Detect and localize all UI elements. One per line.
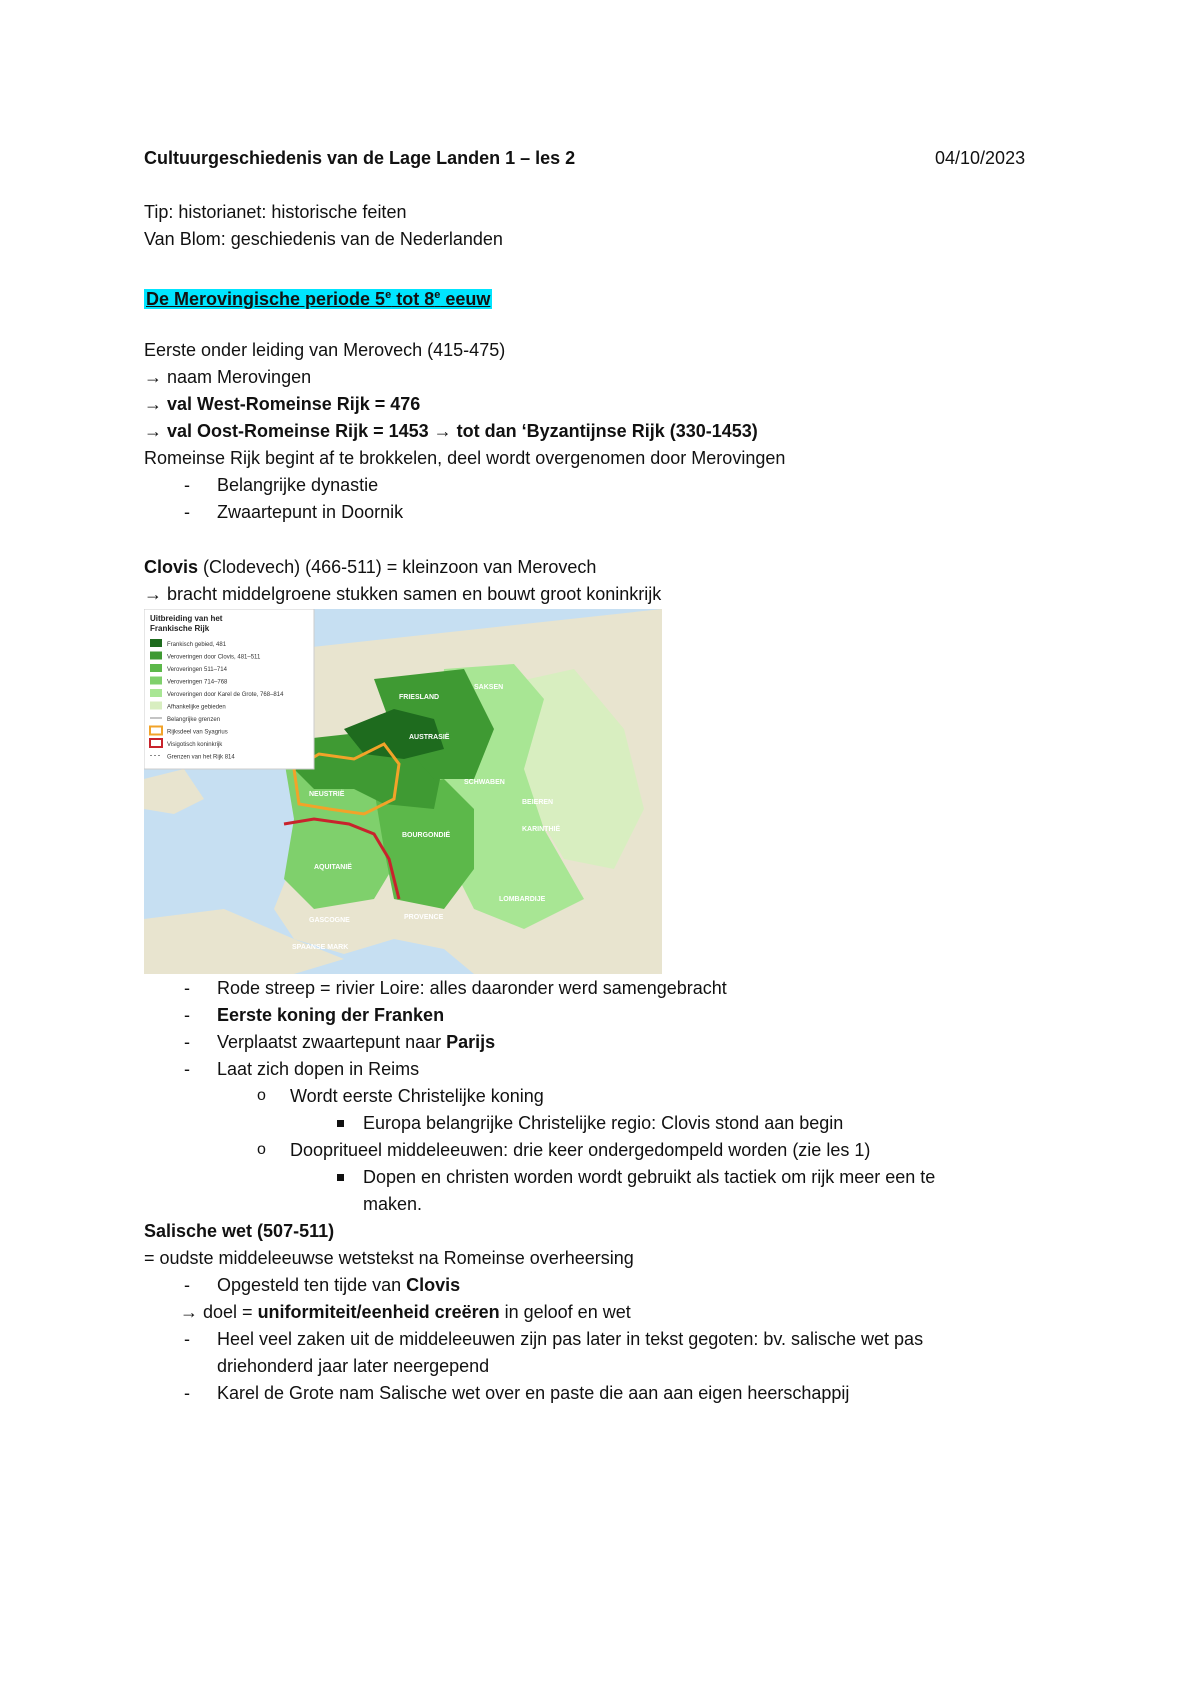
arrow-line (144, 420, 758, 442)
list-item-bold: Clovis (406, 1275, 461, 1295)
heading-sup: e (434, 289, 441, 301)
map-legend-swatch (150, 652, 162, 660)
map-label: SCHWABEN (464, 779, 505, 786)
text-line: = oudste middeleeuwse wetstekst na Romeinse overheersing (144, 1248, 634, 1268)
sub-list-item: Wordt eerste Christelijke koning (290, 1086, 544, 1106)
arrow-line (144, 393, 420, 415)
circle-bullet: o (257, 1141, 266, 1158)
map-label: PROVENCE (404, 914, 444, 921)
tip-line-1: Tip: historianet: historische feiten (144, 202, 407, 222)
map-label: SPAANSE MARK (292, 944, 349, 951)
list-item-bold: Parijs (446, 1032, 496, 1052)
square-bullet (337, 1174, 344, 1181)
map-legend-label: Veroveringen door Clovis, 481–511 (167, 654, 261, 661)
arrow-line-text: val West-Romeinse Rijk = 476 (167, 394, 421, 414)
dash-bullet: - (184, 1383, 190, 1403)
list-item: Belangrijke dynastie (217, 475, 379, 495)
map-legend-label: Afhankelijke gebieden (167, 704, 226, 711)
list-item (217, 1274, 460, 1296)
arrow-line-text: bracht middelgroene stukken samen en bouwt groot koninkrijk (167, 584, 662, 604)
arrow-line-text: naam Merovingen (167, 367, 312, 387)
list-item (217, 1031, 495, 1053)
section-heading-merovingian (144, 284, 492, 310)
list-item-text: Opgesteld ten tijde van (217, 1275, 407, 1295)
map-legend-label: Veroveringen 511–714 (167, 667, 227, 673)
arrow-icon: → (180, 1302, 198, 1322)
map-legend-swatch (150, 739, 162, 747)
dash-bullet: - (184, 1032, 190, 1052)
list-item: Laat zich dopen in Reims (217, 1059, 420, 1079)
text-line: Romeinse Rijk begint af te brokkelen, deel wordt overgenomen door Merovingen (144, 448, 786, 468)
map-legend-label: Grenzen van het Rijk 814 (167, 754, 235, 761)
map-legend-swatch (150, 677, 162, 685)
list-item: Zwaartepunt in Doornik (217, 502, 404, 522)
map-legend-label: Frankisch gebied, 481 (167, 642, 227, 648)
map-legend-label: Belangrijke grenzen (167, 717, 221, 723)
arrow-line-text: val Oost-Romeinse Rijk = 1453 (167, 421, 429, 441)
arrow-line-bold: uniformiteit/eenheid creëren (257, 1302, 500, 1322)
map-legend-swatch (150, 639, 162, 647)
map-legend-label: Visigotisch koninkrijk (167, 742, 223, 748)
document-title: Cultuurgeschiedenis van de Lage Landen 1 – les 2 (144, 148, 576, 168)
map-label: AQUITANIË (314, 864, 352, 871)
sub-sub-list-item-cont: maken. (363, 1194, 423, 1214)
heading-part: eeuw (440, 289, 491, 309)
arrow-line-text: tot dan ‘Byzantijnse Rijk (330-1453) (456, 421, 758, 441)
list-item: Eerste koning der Franken (217, 1005, 445, 1025)
heading-part: tot 8 (391, 289, 435, 309)
map-legend-title: Uitbreiding van het (150, 614, 223, 623)
map-label: SAKSEN (474, 684, 504, 691)
clovis-rest: (Clodevech) (466-511) = kleinzoon van Merovech (198, 557, 597, 577)
dash-bullet: - (184, 1275, 190, 1295)
map-label: GASCOGNE (309, 917, 350, 924)
arrow-icon: → (144, 394, 162, 414)
sub-sub-list-item: Europa belangrijke Christelijke regio: Clovis stond aan begin (363, 1113, 844, 1133)
sub-list-item: Doopritueel middeleeuwen: drie keer ondergedompeld worden (zie les 1) (290, 1140, 871, 1160)
arrow-line (144, 583, 661, 605)
dash-bullet: - (184, 978, 190, 998)
map-label: NEUSTRIË (309, 791, 345, 798)
arrow-icon: → (144, 367, 162, 387)
list-item: Rode streep = rivier Loire: alles daaronder werd samengebracht (217, 978, 727, 998)
arrow-line (144, 366, 311, 388)
frankish-empire-map (144, 609, 662, 974)
arrow-icon: → (433, 421, 452, 441)
map-label: AUSTRASIË (409, 734, 450, 741)
map-label: BEIEREN (522, 799, 554, 806)
dash-bullet: - (184, 1005, 190, 1025)
merovech-line: Eerste onder leiding van Merovech (415-475) (144, 340, 506, 360)
document-date: 04/10/2023 (935, 148, 1026, 168)
dash-bullet: - (184, 475, 190, 495)
circle-bullet: o (257, 1087, 266, 1104)
map-label: BOURGONDIË (402, 832, 451, 839)
map-label: LOMBARDIJE (499, 896, 546, 903)
arrow-line-text: in geloof en wet (499, 1302, 631, 1322)
arrow-line (180, 1301, 631, 1323)
dash-bullet: - (184, 1059, 190, 1079)
map-legend-label: Veroveringen door Karel de Grote, 768–814 (167, 692, 284, 698)
heading-sup: e (385, 289, 392, 301)
arrow-icon: → (144, 421, 162, 441)
salic-law-heading: Salische wet (507-511) (144, 1221, 335, 1241)
map-label: KARINTHIË (522, 826, 561, 833)
map-legend-label: Rijksdeel van Syagrius (167, 729, 228, 736)
map-legend-title: Frankische Rijk (150, 624, 210, 633)
arrow-icon: → (144, 584, 162, 604)
map-legend-label: Veroveringen 714–768 (167, 679, 228, 686)
map-legend-swatch (150, 664, 162, 672)
clovis-name: Clovis (144, 557, 199, 577)
heading-part: De Merovingische periode 5 (146, 289, 386, 309)
tip-line-2: Van Blom: geschiedenis van de Nederlanden (144, 229, 503, 249)
map-label: FRIESLAND (399, 694, 440, 701)
list-item-cont: driehonderd jaar later neergepend (217, 1356, 490, 1376)
list-item: Karel de Grote nam Salische wet over en paste die aan aan eigen heerschappij (217, 1383, 850, 1403)
arrow-line-text: doel = (203, 1302, 258, 1322)
list-item: Heel veel zaken uit de middeleeuwen zijn pas later in tekst gegoten: bv. salische wet pas (217, 1329, 924, 1349)
map-legend-swatch (150, 727, 162, 735)
map-legend-swatch (150, 689, 162, 697)
sub-sub-list-item: Dopen en christen worden wordt gebruikt als tactiek om rijk meer een te (363, 1167, 936, 1187)
clovis-line (144, 556, 596, 578)
dash-bullet: - (184, 502, 190, 522)
dash-bullet: - (184, 1329, 190, 1349)
list-item-text: Verplaatst zwaartepunt naar (217, 1032, 447, 1052)
square-bullet (337, 1120, 344, 1127)
map-legend-swatch (150, 702, 162, 710)
